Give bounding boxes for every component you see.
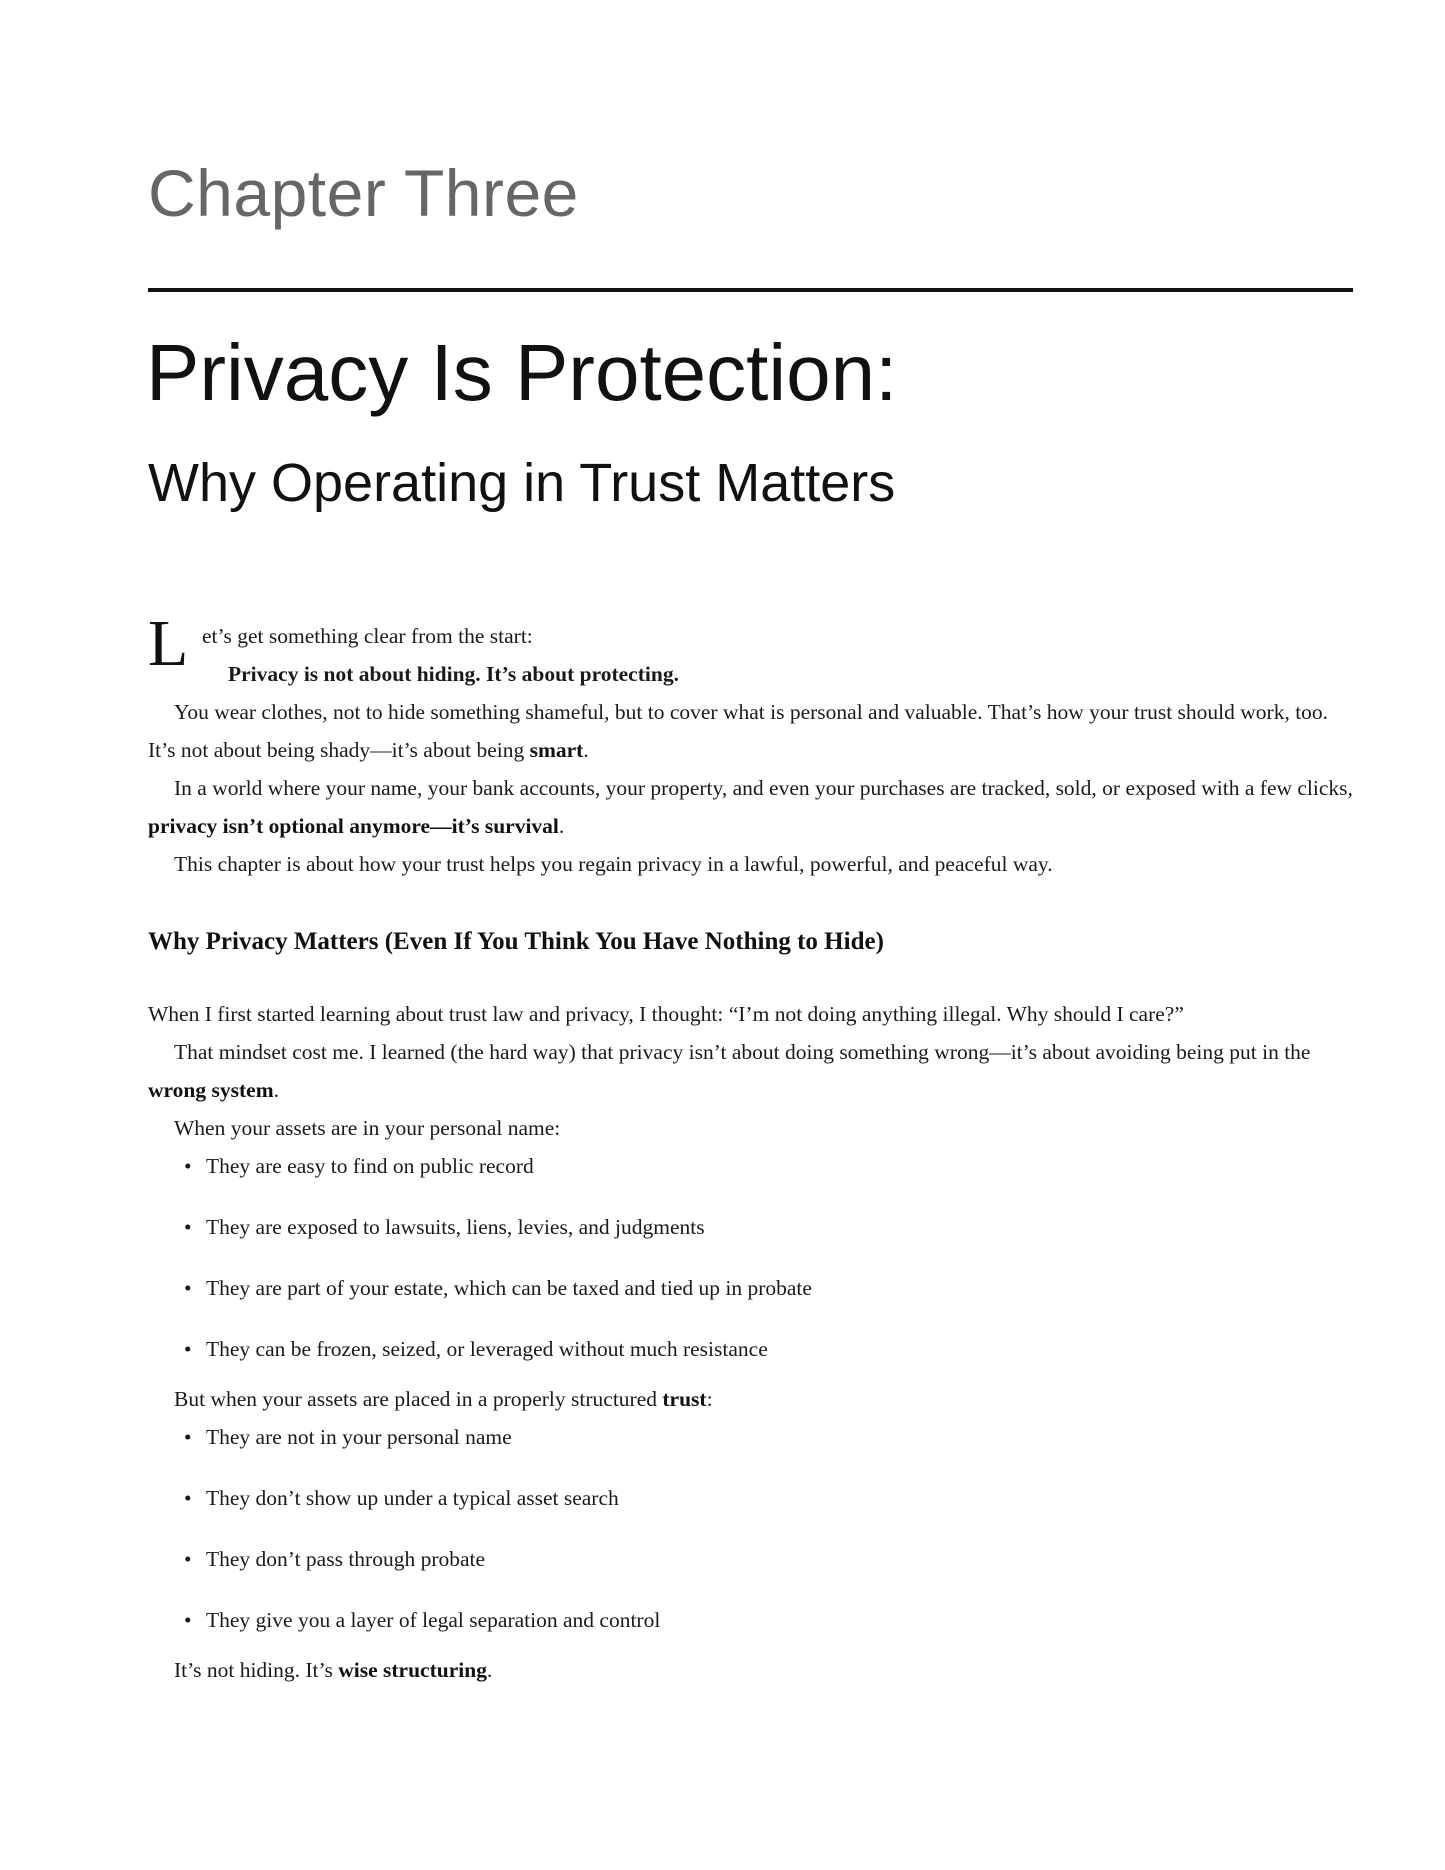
list-item xyxy=(184,1479,1353,1517)
chapter-label: Chapter Three xyxy=(148,156,579,230)
section-p5-end: . xyxy=(486,1658,493,1682)
list-item-text: They are exposed to lawsuits, liens, levies, and judgments xyxy=(206,1215,705,1239)
section-paragraph-5 xyxy=(148,1651,1353,1689)
section-p4-bold: trust xyxy=(662,1387,707,1411)
body-text xyxy=(148,607,1353,1689)
bullet: • xyxy=(184,1486,192,1510)
chapter-rule xyxy=(148,288,1353,292)
intro-paragraph-1 xyxy=(148,693,1353,769)
intro-p2-text: In a world where your name, your bank accounts, your property, and even your purchases are tracked, sold, or exposed with a few clicks, xyxy=(174,776,1353,800)
bullet: • xyxy=(184,1337,192,1361)
list-item xyxy=(184,1208,1353,1246)
section-paragraph-1: When I first started learning about trust law and privacy, I thought: “I’m not doing anything illegal. Why should I care?” xyxy=(148,1002,1184,1026)
intro-p2-bold: privacy isn’t optional anymore—it’s survival xyxy=(148,814,559,838)
list-item-text: They can be frozen, seized, or leveraged without much resistance xyxy=(206,1337,768,1361)
bullet: • xyxy=(184,1608,192,1632)
list-item xyxy=(184,1601,1353,1639)
section-heading: Why Privacy Matters (Even If You Think You Have Nothing to Hide) xyxy=(148,928,884,955)
section-p5-text: It’s not hiding. It’s xyxy=(174,1658,339,1682)
trust-list xyxy=(148,1418,1353,1639)
section-p5-bold: wise structuring xyxy=(338,1658,487,1682)
intro-p1-text: You wear clothes, not to hide something shameful, but to cover what is personal and valuable. That’s how your trust should work, too. It’s not about being shady—it’s about being xyxy=(148,700,1329,762)
list-item-text: They are easy to find on public record xyxy=(206,1154,534,1178)
intro-paragraph-3: This chapter is about how your trust helps you regain privacy in a lawful, powerful, and peaceful way. xyxy=(174,852,1053,876)
bullet: • xyxy=(184,1276,192,1300)
chapter-title: Privacy Is Protection: xyxy=(146,328,898,417)
bullet: • xyxy=(184,1547,192,1571)
list-item xyxy=(184,1269,1353,1307)
intro-p2-end: . xyxy=(558,814,565,838)
list-item xyxy=(184,1330,1353,1368)
intro-callout: Privacy is not about hiding. It’s about protecting. xyxy=(228,662,679,686)
intro-p1-bold: smart xyxy=(529,738,584,762)
section-paragraph-3: When your assets are in your personal name: xyxy=(174,1116,561,1140)
personal-name-list xyxy=(148,1147,1353,1368)
section-p2-bold: wrong system xyxy=(148,1078,274,1102)
list-item xyxy=(184,1540,1353,1578)
list-item xyxy=(184,1418,1353,1456)
intro-first-line-text: et’s get something clear from the start: xyxy=(202,624,533,648)
section-paragraph-4 xyxy=(148,1380,1353,1418)
list-item-text: They are part of your estate, which can be taxed and tied up in probate xyxy=(206,1276,812,1300)
intro-p1-end: . xyxy=(583,738,589,762)
intro-paragraph-2 xyxy=(148,769,1353,845)
list-item-text: They don’t pass through probate xyxy=(206,1547,486,1571)
list-item-text: They give you a layer of legal separation and control xyxy=(206,1608,661,1632)
section-p2-text: That mindset cost me. I learned (the hard way) that privacy isn’t about doing something wrong—it’s about avoiding being put in the xyxy=(174,1040,1311,1064)
section-paragraph-2 xyxy=(148,1033,1353,1109)
section-p4-end: : xyxy=(706,1387,713,1411)
list-item-text: They don’t show up under a typical asset search xyxy=(206,1486,619,1510)
bullet: • xyxy=(184,1425,192,1449)
drop-cap: L xyxy=(148,607,189,680)
bullet: • xyxy=(184,1215,192,1239)
list-item-text: They are not in your personal name xyxy=(206,1425,512,1449)
section-p2-end: . xyxy=(273,1078,279,1102)
list-item xyxy=(184,1147,1353,1185)
section-p4-text: But when your assets are placed in a properly structured xyxy=(174,1387,663,1411)
chapter-subtitle: Why Operating in Trust Matters xyxy=(148,453,896,513)
bullet: • xyxy=(184,1154,192,1178)
